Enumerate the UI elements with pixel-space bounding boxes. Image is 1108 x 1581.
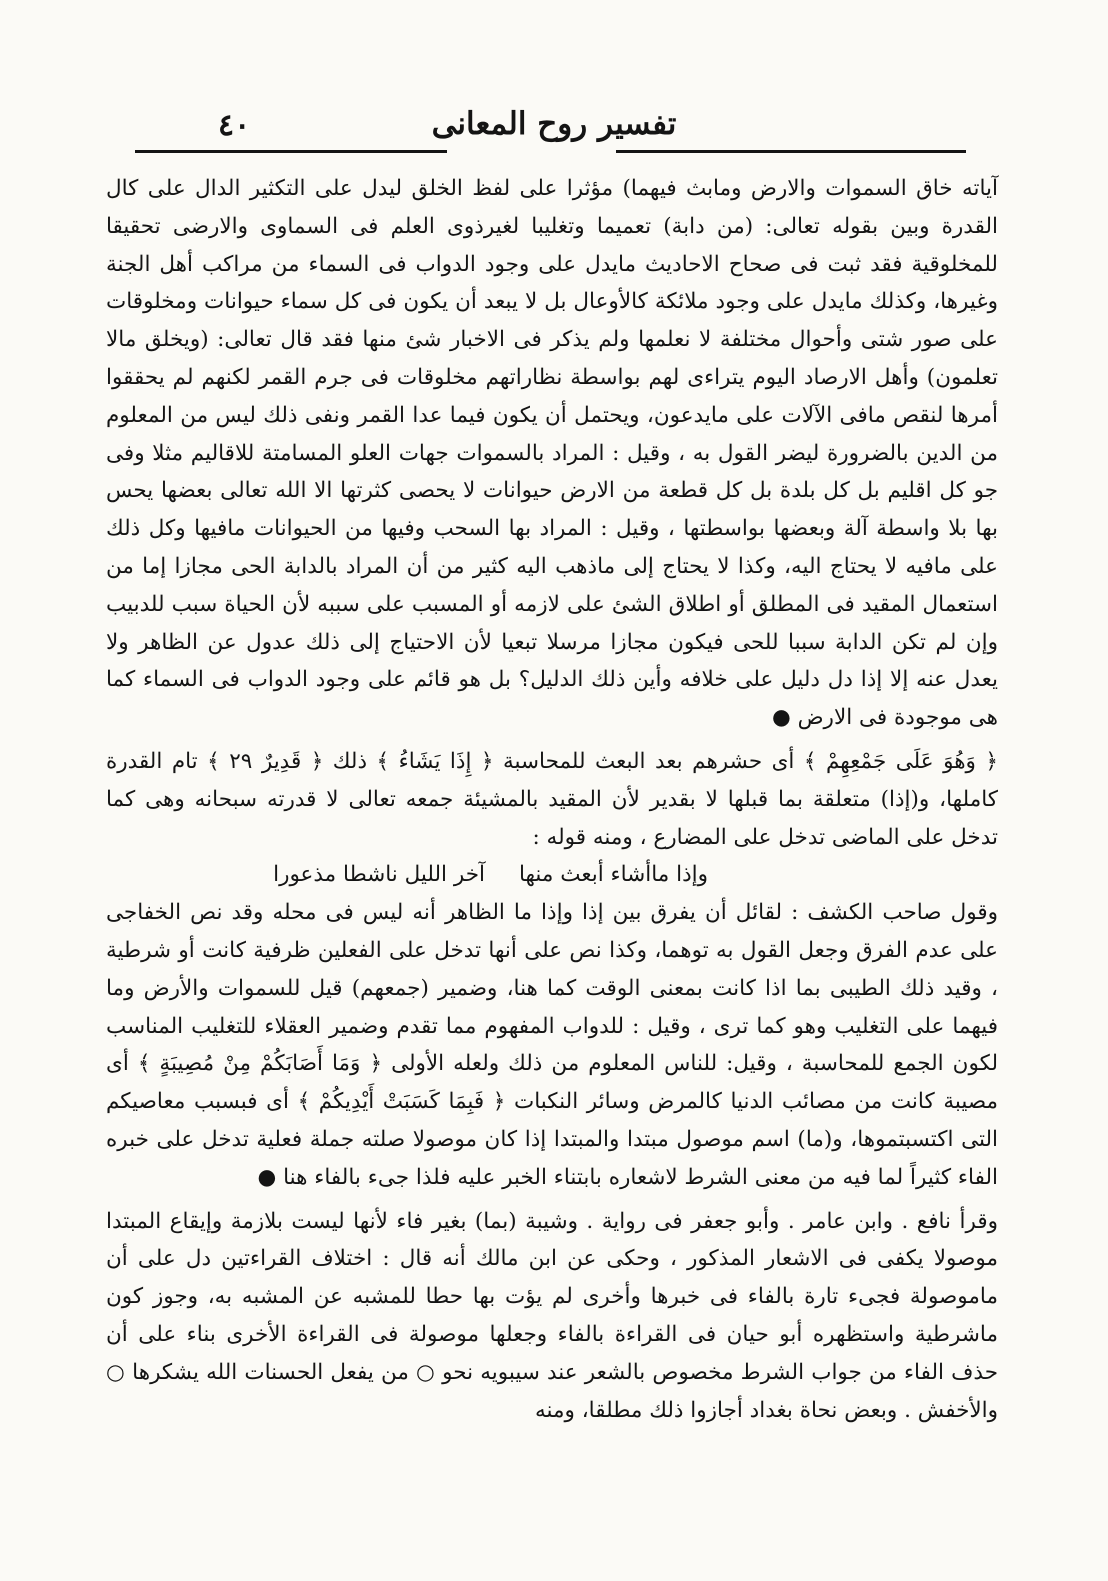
page-number: ٤٠ — [218, 108, 251, 143]
verse-hemistich-right: وإذا ماأشاء أبعث منها — [518, 862, 708, 888]
page-header — [0, 100, 1108, 160]
header-rule-right — [616, 150, 966, 153]
paragraph-tafsir-3: وقول صاحب الكشف : لقائل أن يفرق بين إذا وإذا ما الظاهر أنه ليس فى محله وقد نص الخفاجى على عدم الفرق وجعل القول به توهما، وكذا نص على أنها تدخل على الفعلين ظرفية كانت أو شرطية ، وقيد ذلك الطيبى بما اذا كانت بمعنى الوقت كما هنا، وضمير (جمعهم) قيل للسموات والأرض وما فيهما على التغليب وهو كما ترى ، وقيل : للدواب المفهوم مما تقدم وضمير العقلاء للتغليب المناسب لكون الجمع للمحاسبة ، وقيل: للناس المعلوم من ذلك ولعله الأولى ﴿ وَمَا أَصَابَكُمْ مِنْ مُصِيبَةٍ ﴾ أى مصيبة كانت من مصائب الدنيا كالمرض وسائر النكبات ﴿ فَبِمَا كَسَبَتْ أَيْدِيكُمْ ﴾ أى فبسبب معاصيكم التى اكتسبتموها، و(ما) اسم موصول مبتدا والمبتدا إذا كان موصولا صلته جملة فعلية تدخل على خبره الفاء كثيراً لما فيه من معنى الشرط لاشعاره بابتناء الخبر عليه فلذا جىء بالفاء هنا ● — [106, 900, 998, 1190]
paragraph-tafsir-2: ﴿ وَهُوَ عَلَى جَمْعِهِمْ ﴾ أى حشرهم بعد البعث للمحاسبة ﴿ إِذَا يَشَاءُ ﴾ ذلك ﴿ قَدِيرٌ ٢٩ ﴾ تام القدرة كاملها، و(إذا) متعلقة بما قبلها لا بقدير لأن المقيد بالمشيئة جمعه تعالى لا قدرته سبحانه وهى كما تدخل على الماضى تدخل على المضارع ، ومنه قوله : — [106, 748, 999, 850]
main-text — [106, 170, 998, 1429]
paragraph-tafsir-4: وقرأ نافع . وابن عامر . وأبو جعفر فى رواية . وشيبة (بما) بغير فاء لأنها ليست بلازمة وإيقاع المبتدا موصولا يكفى فى الاشعار المذكور ، وحكى عن ابن مالك أنه قال : اختلاف القراءتين دل على أن ماموصولة فجىء تارة بالفاء فى خبرها وأخرى لم يؤت بها حطا للمشبه عن المشبه به، وجوز كون ماشرطية واستظهره أبو حيان فى القراءة بالفاء وجعلها موصولة فى القراءة الأخرى بناء على أن حذف الفاء من جواب الشرط مخصوص بالشعر عند سيبويه نحو ○ من يفعل الحسنات الله يشكرها ○ والأخفش . وبعض نحاة بغداد أجازوا ذلك مطلقا، ومنه — [106, 1208, 998, 1423]
header-rule-left — [135, 150, 447, 153]
paragraph-tafsir-1: آياته خاق السموات والارض ومابث فيهما) مؤثرا على لفظ الخلق ليدل على التكثير الدال على كال القدرة وبين بقوله تعالى: (من دابة) تعميما وتغليبا لغيرذوى العلم فى السماوى والارضى تحقيقا للمخلوقية فقد ثبت فى صحاح الاحاديث مايدل على وجود الدواب فى السماء من مراكب أهل الجنة وغيرها، وكذلك مايدل على وجود ملائكة كالأوعال بل لا يبعد أن يكون فى كل سماء حيوانات ومخلوقات على صور شتى وأحوال مختلفة لا نعلمها ولم يذكر فى الاخبار شئ منها فقد قال تعالى: (ويخلق مالا تعلمون) وأهل الارصاد اليوم يتراءى لهم بواسطة نظاراتهم مخلوقات فى جرم القمر لكنهم لم يحققوا أمرها لنقص مافى الآلات على مايدعون، ويحتمل أن يكون فيما عدا القمر ونفى ذلك ليس من المعلوم من الدين بالضرورة ليضر القول به ، وقيل : المراد بالسموات جهات العلو المسامتة للاقاليم مثلا وفى جو كل اقليم بل كل بلدة بل كل قطعة من الارض حيوانات لا يحصى كثرتها الا الله تعالى بعضها يحس بها بلا واسطة آلة وبعضها بواسطتها ، وقيل : المراد بها السحب وفيها من الحيوانات مافيها وكل ذلك على مافيه لا يحتاج اليه، وكذا لا يحتاج إلى ماذهب اليه كثير من أن المراد بالدابة الحى مجازا إما من استعمال المقيد فى المطلق أو اطلاق الشئ على لازمه أو المسبب على سببه لأن الحياة سبب للدبيب وإن لم تكن الدابة سببا للحى فيكون مجازا مرسلا تبعيا لأن الاحتياج إلى ذلك عدول عن الظاهر ولا يعدل عنه إلا إذا دل دليل على خلافه وأين ذلك الدليل؟ بل هو قائم على وجود الدواب فى السماء كما هى موجودة فى الارض ● — [106, 176, 998, 731]
verse-hemistich-left: آخر الليل ناشطا مذعورا — [273, 862, 485, 888]
running-title: تفسير روح المعانى — [431, 106, 677, 142]
poetry-verse — [106, 856, 998, 894]
